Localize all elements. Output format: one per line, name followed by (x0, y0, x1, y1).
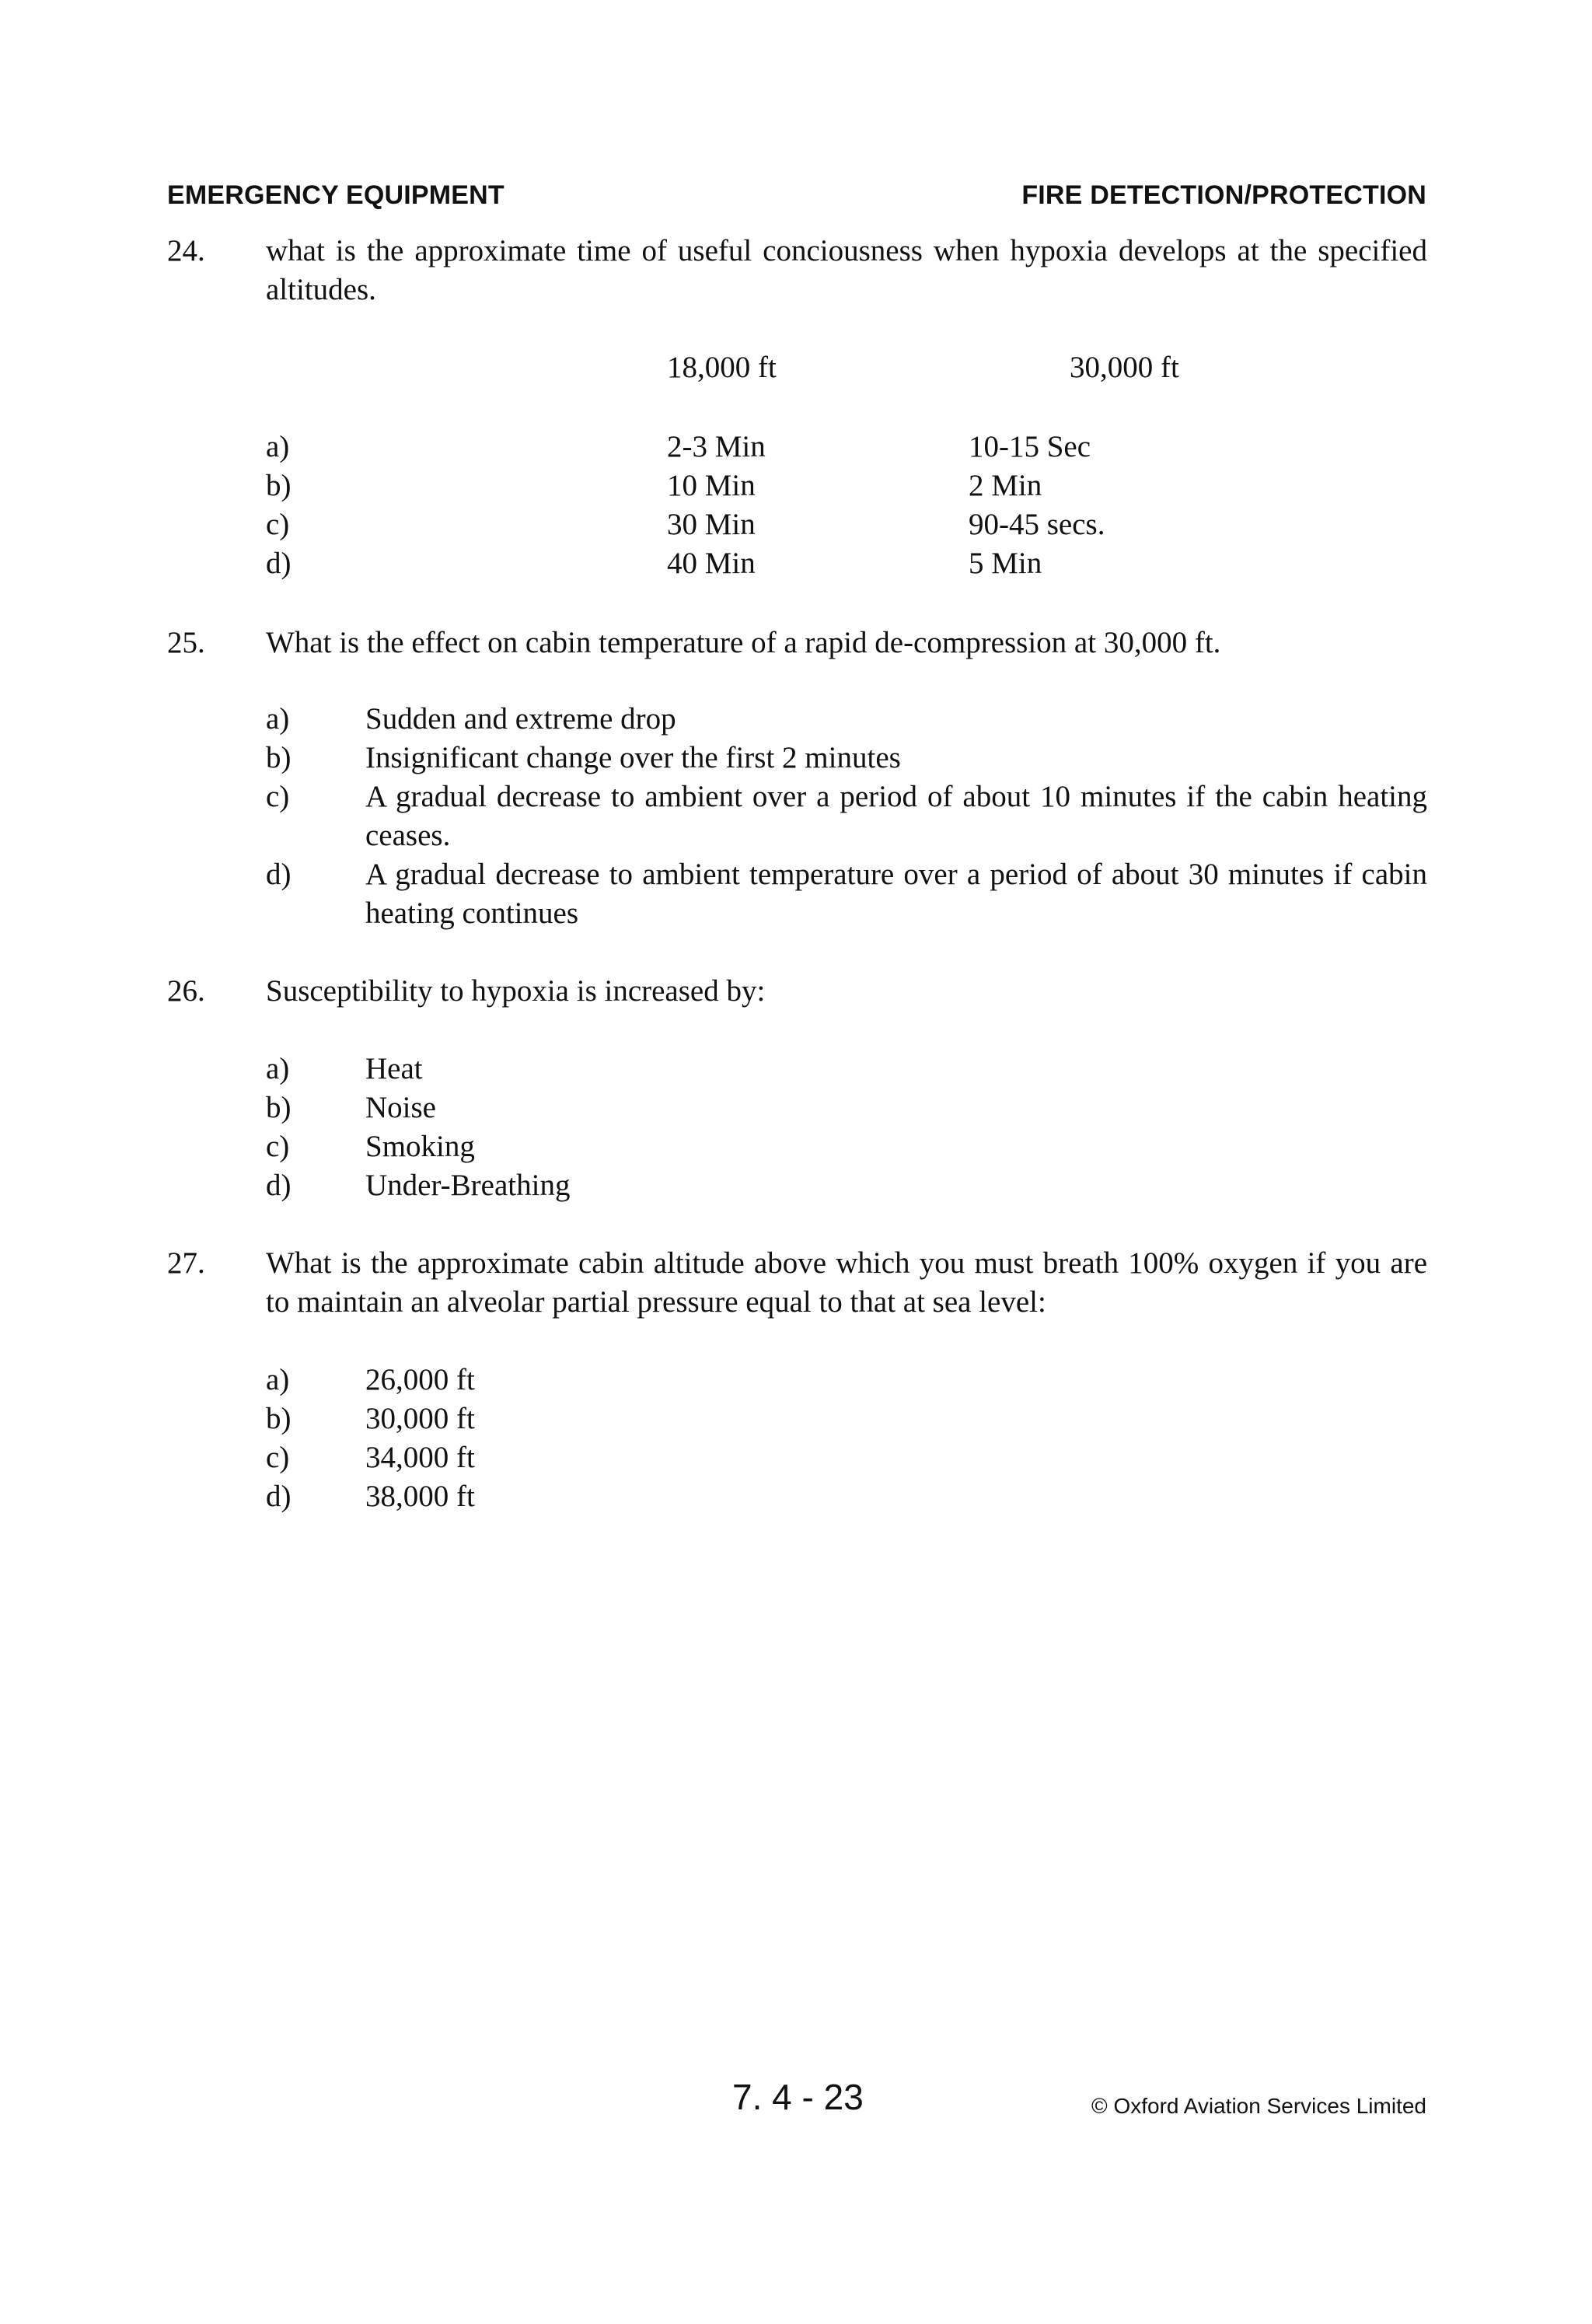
option-text: A gradual decrease to ambient temperature over a period of about 30 minutes if cabin heating continues (365, 858, 1427, 930)
option-text: Insignificant change over the first 2 minutes (365, 741, 901, 774)
column-header-18000: 18,000 ft (667, 351, 777, 384)
option-text: 34,000 ft (365, 1441, 475, 1474)
option-value-18000: 2-3 Min (667, 430, 766, 463)
option-text: Smoking (365, 1130, 475, 1163)
page-number: 7. 4 - 23 (732, 2077, 864, 2117)
copyright-notice: © Oxford Aviation Services Limited (1091, 2094, 1426, 2118)
header-right-title: FIRE DETECTION/PROTECTION (1021, 180, 1426, 210)
option-text: 38,000 ft (365, 1480, 475, 1513)
option-text: Noise (365, 1091, 436, 1124)
option-letter: b) (266, 741, 292, 774)
question-number: 24. (167, 234, 205, 267)
option-letter: c) (266, 508, 290, 541)
option-text: A gradual decrease to ambient over a period of about 10 minutes if the cabin heating ceases. (365, 780, 1427, 852)
question-number: 27. (167, 1246, 205, 1280)
question-number: 26. (167, 974, 205, 1008)
option-letter: d) (266, 1480, 292, 1513)
header-left-title: EMERGENCY EQUIPMENT (167, 180, 504, 210)
option-text: Heat (365, 1052, 423, 1085)
option-text: 26,000 ft (365, 1363, 475, 1396)
option-value-30000: 2 Min (969, 469, 1042, 502)
option-value-30000: 90-45 secs. (969, 508, 1105, 541)
question-number: 25. (167, 626, 205, 659)
option-letter: a) (266, 1052, 290, 1085)
option-letter: a) (266, 702, 290, 736)
option-letter: d) (266, 1169, 292, 1202)
option-letter: c) (266, 1441, 290, 1474)
question-text: What is the effect on cabin temperature of a rapid de-compression at 30,000 ft. (266, 626, 1221, 659)
option-value-18000: 40 Min (667, 547, 756, 580)
option-letter: b) (266, 1091, 292, 1124)
option-value-30000: 10-15 Sec (969, 430, 1091, 463)
option-letter: c) (266, 1130, 290, 1163)
option-letter: a) (266, 430, 290, 463)
question-text: What is the approximate cabin altitude above which you must breath 100% oxygen if you are to maintain an alveolar partial pressure equal to that at sea level: (266, 1246, 1427, 1319)
column-header-30000: 30,000 ft (1070, 351, 1179, 384)
question-text: Susceptibility to hypoxia is increased by: (266, 974, 766, 1008)
option-text: Under-Breathing (365, 1169, 571, 1202)
option-letter: d) (266, 547, 292, 580)
option-letter: d) (266, 858, 292, 891)
option-value-18000: 10 Min (667, 469, 756, 502)
option-value-18000: 30 Min (667, 508, 756, 541)
option-letter: a) (266, 1363, 290, 1396)
option-text: Sudden and extreme drop (365, 702, 676, 736)
option-value-30000: 5 Min (969, 547, 1042, 580)
option-letter: b) (266, 469, 292, 502)
option-letter: b) (266, 1402, 292, 1435)
option-text: 30,000 ft (365, 1402, 475, 1435)
option-letter: c) (266, 780, 290, 813)
question-text: what is the approximate time of useful conciousness when hypoxia develops at the specified altitudes. (266, 234, 1427, 306)
